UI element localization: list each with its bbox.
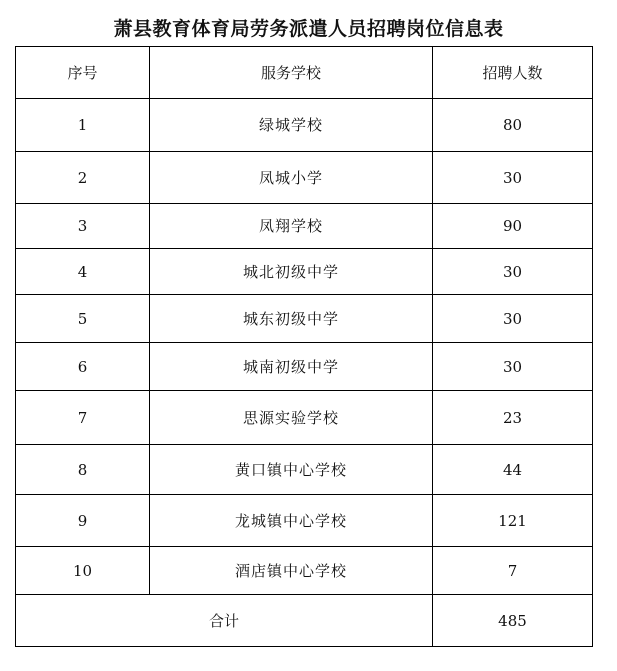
total-label: 合计 — [16, 595, 433, 647]
row-number: 1 — [16, 99, 150, 152]
row-count: 80 — [433, 99, 593, 152]
row-number: 10 — [16, 547, 150, 595]
total-count: 485 — [433, 595, 593, 647]
row-count: 30 — [433, 295, 593, 343]
row-number: 6 — [16, 343, 150, 391]
row-count: 23 — [433, 391, 593, 445]
table-header-row — [16, 47, 593, 99]
row-school: 绿城学校 — [150, 99, 433, 152]
table-row — [16, 343, 593, 391]
row-number: 2 — [16, 152, 150, 204]
row-school: 酒店镇中心学校 — [150, 547, 433, 595]
header-recruit-count: 招聘人数 — [433, 47, 593, 99]
table-row — [16, 391, 593, 445]
row-number: 3 — [16, 204, 150, 249]
row-number: 8 — [16, 445, 150, 495]
row-school: 城南初级中学 — [150, 343, 433, 391]
table-row — [16, 204, 593, 249]
row-school: 龙城镇中心学校 — [150, 495, 433, 547]
row-school: 思源实验学校 — [150, 391, 433, 445]
row-school: 城北初级中学 — [150, 249, 433, 295]
row-count: 30 — [433, 343, 593, 391]
header-school: 服务学校 — [150, 47, 433, 99]
table-row — [16, 445, 593, 495]
row-number: 7 — [16, 391, 150, 445]
row-count: 30 — [433, 249, 593, 295]
table-row — [16, 152, 593, 204]
table-row — [16, 99, 593, 152]
row-count: 121 — [433, 495, 593, 547]
row-number: 5 — [16, 295, 150, 343]
row-school: 城东初级中学 — [150, 295, 433, 343]
table-row — [16, 295, 593, 343]
row-count: 44 — [433, 445, 593, 495]
total-row — [16, 595, 593, 647]
header-serial-number: 序号 — [16, 47, 150, 99]
row-school: 凤城小学 — [150, 152, 433, 204]
row-count: 90 — [433, 204, 593, 249]
recruitment-table — [15, 46, 593, 647]
table-row — [16, 495, 593, 547]
table-row — [16, 249, 593, 295]
row-school: 凤翔学校 — [150, 204, 433, 249]
row-count: 7 — [433, 547, 593, 595]
row-number: 4 — [16, 249, 150, 295]
row-school: 黄口镇中心学校 — [150, 445, 433, 495]
row-number: 9 — [16, 495, 150, 547]
page-title: 萧县教育体育局劳务派遣人员招聘岗位信息表 — [113, 18, 504, 40]
row-count: 30 — [433, 152, 593, 204]
table-row — [16, 547, 593, 595]
